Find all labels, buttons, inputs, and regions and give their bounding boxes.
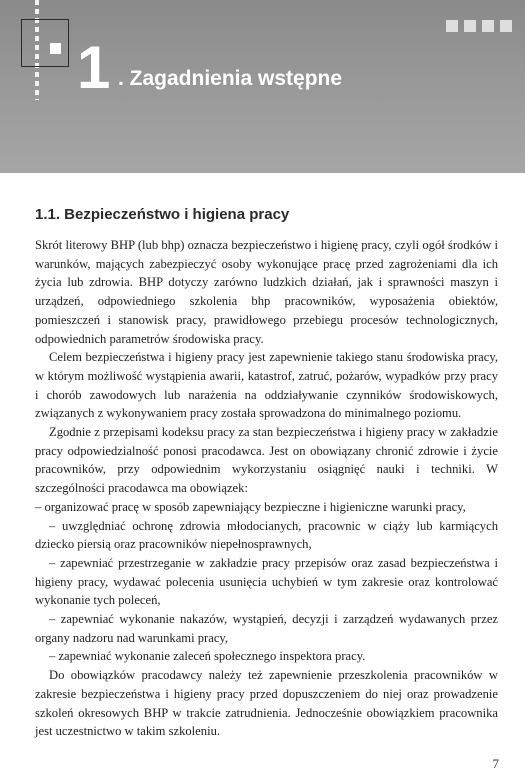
decorative-square: [500, 20, 512, 32]
chapter-title: . Zagadnienia wstępne: [118, 67, 343, 90]
paragraph: Do obowiązków pracodawcy należy też zapewnienie przeszkolenia pracowników w zakresie bezpieczeństwa i higieny pracy przed dopuszczeniem do niej oraz prowadzenie szkoleń okresowych BHP w trakcie zatrudnienia. Jednocześnie obowiązkiem pracownika jest uczestnictwo w takim szkoleniu.: [35, 668, 498, 739]
chapter-banner: [0, 0, 525, 173]
paragraph: Zgodnie z przepisami kodeksu pracy za stan bezpieczeństwa i higieny pracy w zakładzie pracy odpowiedzialność ponosi pracodawca. Jest on obowiązany chronić zdrowie i życie pracowników, przy odpowiednim wykorzystaniu osiągnięć nauki i techniki. W szczególności pracodawca ma obowiązek:: [35, 425, 498, 496]
section-title: 1.1. Bezpieczeństwo i higiena pracy: [35, 206, 290, 223]
list-item: – zapewniać wykonanie nakazów, wystąpień, decyzji i zarządzeń wydawanych przez organy nadzoru nad warunkami pracy,: [35, 612, 498, 645]
decorative-square: [50, 43, 61, 54]
paragraph: Celem bezpieczeństwa i higieny pracy jest zapewnienie takiego stanu środowiska pracy, w którym możliwość wystąpienia awarii, katastrof, zatruć, pożarów, wypadków przy pracy i chorób zawodowych lub narażenia na oddziaływanie czynników środowiskowych, związanych z wykonywaniem pracy została sprowadzona do minimalnego poziomu.: [35, 350, 498, 421]
decorative-square: [446, 20, 458, 32]
list-item: – zapewniać wykonanie zaleceń społecznego inspektora pracy.: [49, 649, 366, 664]
decorative-square: [482, 20, 494, 32]
decorative-frame: [21, 19, 69, 67]
list-item: – organizować pracę w sposób zapewniający bezpieczne i higieniczne warunki pracy,: [35, 499, 466, 514]
list-item: – uwzględniać ochronę zdrowia młodocianych, pracownic w ciąży lub karmiących dziecko piersią oraz pracowników niepełnosprawnych,: [35, 518, 498, 552]
decorative-squares: [446, 20, 512, 32]
page-number: 7: [492, 756, 499, 771]
paragraph: Skrót literowy BHP (lub bhp) oznacza bezpieczeństwo i higienę pracy, czyli ogół środków i warunków, mających zabezpieczyć osoby wykonujące pracę przed zagrożeniami dla ich życia lub zdrowia. BHP dotyczy zarówno ludzkich działań, jak i sprawności maszyn i urządzeń, odpowiedniego szkolenia bhp pracowników, wyposażenia obiektów, pomieszczeń i stanowisk pracy, prawidłowego przebiegu procesów technologicznych, odpowiednich parametrów środowiska pracy.: [35, 238, 498, 346]
body-text: [35, 236, 498, 741]
list-item: – zapewniać przestrzeganie w zakładzie pracy przepisów oraz zasad bezpieczeństwa i higieny pracy, wydawać polecenia usunięcia uchybień w tym zakresie oraz kontrolować wykonanie tych poleceń,: [35, 555, 498, 608]
chapter-number: 1: [77, 34, 111, 101]
decorative-square: [464, 20, 476, 32]
